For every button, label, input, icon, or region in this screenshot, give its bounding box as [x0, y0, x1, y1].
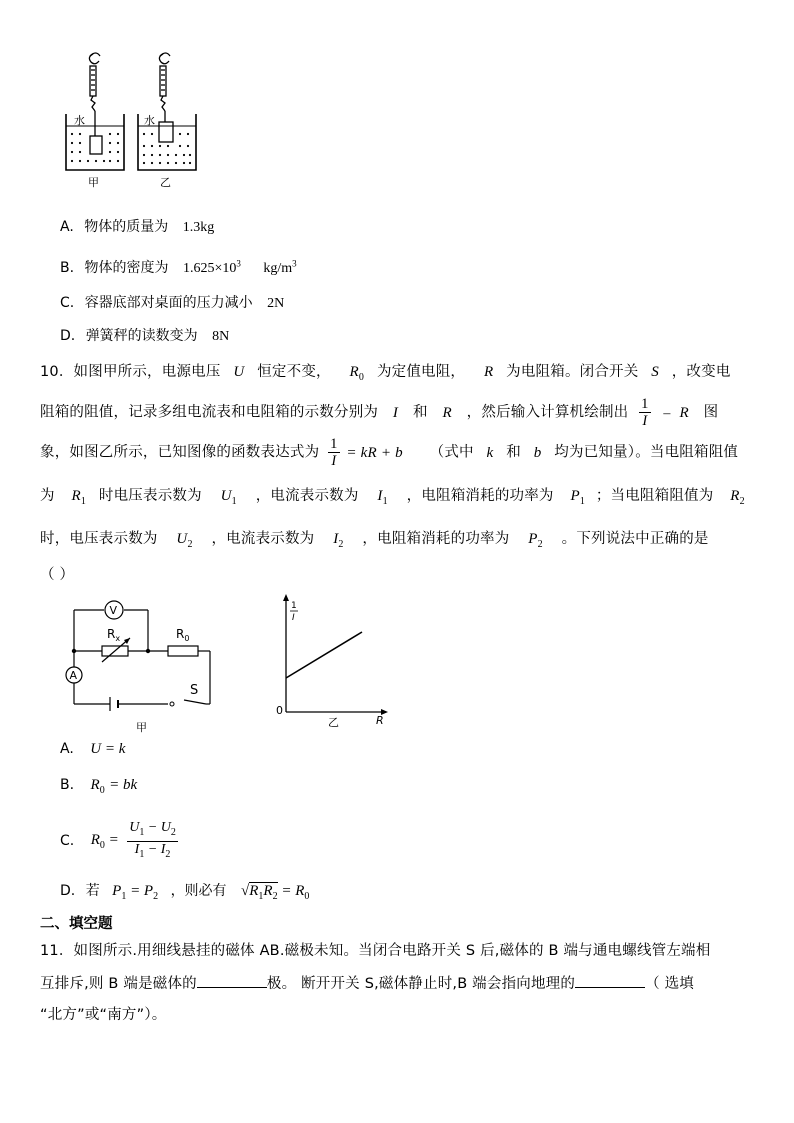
spring-scale-left [89, 53, 102, 154]
rx-label: $R_x$ [107, 627, 121, 643]
section-title: 二、填空题 [40, 916, 113, 932]
option-text: 弹簧秤的读数变为 [85, 328, 198, 344]
spring-scale-right [159, 53, 173, 142]
x-axis-label: R [376, 714, 384, 727]
answer-blank[interactable] [197, 973, 267, 988]
q10-option-c: C. $R_0$ = $\frac{U_1 - U_2}{I_1 - I_2}$ [60, 820, 176, 860]
option-text: 容器底部对桌面的压力减小 [84, 295, 253, 311]
r0-label: $R_0$ [176, 627, 190, 643]
q10-answer-paren: （ ） [40, 567, 75, 583]
figure-label-jia: 甲 [88, 176, 99, 189]
fixed-resistor-icon [168, 646, 198, 656]
water-label-right: 水 [144, 114, 155, 127]
figure-label-yi: 乙 [328, 716, 339, 729]
graph-inverse-current-vs-r [272, 592, 392, 732]
junction-dot [72, 649, 76, 653]
q11-line-3: “北方”或“南方”）。 [40, 1007, 167, 1023]
graph-line [286, 632, 362, 678]
q10-line-3: 象，如图乙所示，已知图像的函数表达式为 $\frac{1}{I}$ = kR + b （式中 k 和 b 均为已知量）。当电阻箱阻值 [40, 436, 739, 469]
figure-label-yi: 乙 [160, 176, 171, 189]
switch-label: S [190, 683, 199, 698]
option-text: 物体的质量为 [84, 219, 169, 235]
q9-option-c [60, 292, 284, 312]
q9-option-b [60, 257, 297, 277]
option-value: 2N [267, 296, 285, 311]
option-prefix: A. [60, 219, 74, 235]
junction-dot [146, 649, 150, 653]
answer-blank[interactable] [575, 973, 645, 988]
q11-line-1: 11．如图所示.用细线悬挂的磁体 AB.磁极未知。当闭合电路开关 S 后,磁体的 B 端与通电螺线管左端相 [40, 943, 711, 959]
y-axis-arrow-icon [283, 594, 289, 601]
ammeter-label: A [69, 669, 78, 682]
y-label-denominator: I [292, 613, 295, 623]
option-value: $1.625\times 10^3$ [182, 258, 241, 276]
option-value: 1.3kg [182, 220, 215, 235]
y-label-numerator: 1 [291, 601, 297, 611]
q9-option-a [60, 216, 214, 236]
origin-label: 0 [276, 704, 283, 717]
q10-option-b: B. $R_0$ = bk [60, 777, 138, 796]
option-prefix: D. [60, 328, 76, 344]
q10-option-d: D. 若 $P_1 = P_2$ ，则必有 $√R_1R_2 = R_0$ [60, 883, 310, 902]
buoyancy-figure [60, 48, 210, 190]
figure-label-jia: 甲 [136, 721, 147, 734]
q11-line-2: 互排斥,则 B 端是磁体的 极。 断开开关 S,磁体静止时,B 端会指向地理的 （ 选填 [40, 972, 694, 993]
q10-line-1: 10．如图甲所示，电源电压 U 恒定不变， $R_0$ 为定值电阻， R 为电阻箱。闭合开关 S ，改变电 [40, 364, 731, 383]
option-prefix: C. [60, 295, 75, 311]
option-text: 物体的密度为 [84, 260, 169, 276]
circuit-diagram [58, 596, 218, 734]
voltmeter-label: V [109, 604, 118, 617]
q9-option-d [60, 325, 229, 345]
option-unit: $kg/m^3$ [263, 258, 297, 276]
q10-line-2: 阻箱的阻值，记录多组电流表和电阻箱的示数分别为 I 和 R ，然后输入计算机绘制出 $\frac{1}{I}$ – R 图 [40, 396, 719, 429]
water-label-left: 水 [74, 114, 85, 127]
q10-line-5: 时，电压表示数为 $U_2$ ，电流表示数为 $I_2$ ，电阻箱消耗的功率为 $P_2$ 。下列说法中正确的是 [40, 531, 709, 550]
option-prefix: B. [60, 260, 75, 276]
option-value: 8N [212, 329, 230, 344]
q10-line-4: 为 $R_1$ 时电压表示数为 $U_1$ ，电流表示数为 $I_1$ ，电阻箱消耗的功率为 $P_1$ ；当电阻箱阻值为 $R_2$ [40, 488, 745, 507]
q10-option-a: A. U = k [60, 741, 126, 757]
switch-icon [170, 702, 174, 706]
